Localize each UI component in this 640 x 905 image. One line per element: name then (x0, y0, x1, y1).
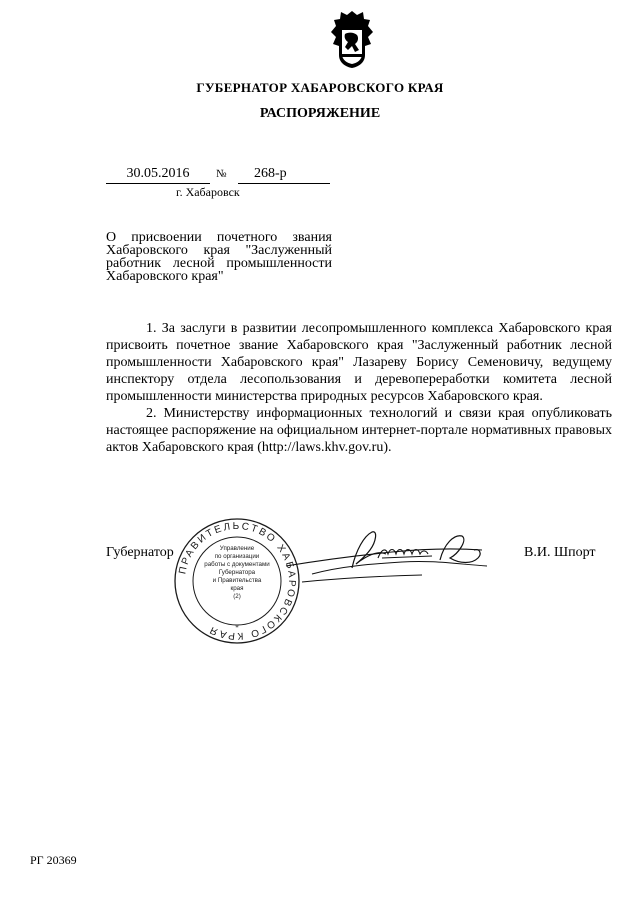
svg-text:Управление: Управление (219, 545, 255, 552)
document-date: 30.05.2016 (106, 165, 210, 184)
page-title: ГУБЕРНАТОР ХАБАРОВСКОГО КРАЯ (196, 80, 444, 95)
svg-text:(2): (2) (233, 593, 241, 600)
svg-text:края: края (230, 585, 244, 592)
svg-text:Губернатора: Губернатора (218, 569, 256, 576)
document-city: г. Хабаровск (176, 185, 240, 199)
document-number: 268-р (238, 165, 330, 184)
signatory-name: В.И. Шпорт (524, 545, 596, 560)
svg-text:и Правительства: и Правительства (212, 577, 262, 584)
footer-code: РГ 20369 (30, 853, 77, 867)
coat-of-arms-icon (326, 8, 378, 70)
number-mark: № (216, 168, 227, 180)
svg-text:по организации: по организации (214, 553, 260, 560)
svg-text:*: * (235, 624, 239, 632)
handwritten-signature (282, 520, 512, 590)
document-body (106, 320, 612, 456)
document-type: РАСПОРЯЖЕНИЕ (259, 106, 381, 121)
svg-text:ПРАВИТЕЛЬСТВО ХАБАРОВСКОГО КРА: ПРАВИТЕЛЬСТВО ХАБАРОВСКОГО КРАЯ (177, 520, 298, 642)
document-subject: О присвоении почетного звания Хабаровского края "Заслуженный работник лесной промышленности Хабаровского края" (106, 230, 332, 284)
paragraph-1: 1. За заслуги в развитии лесопромышленного комплекса Хабаровского края присвоить почетное звание Хабаровского края "Заслуженный работник лесной промышленности Хабаровского края" Лазареву Борису Семеновичу, ведущему инспектору отдела лесопользования и деревопереработки комитета лесной промышленности министерства природных ресурсов Хабаровского края. (106, 321, 612, 404)
signatory-position: Губернатор (106, 545, 174, 560)
paragraph-2: 2. Министерству информационных технологий и связи края опубликовать настоящее распоряжение на официальном интернет-портале нормативных правовых актов Хабаровского края (http://laws.khv.gov.ru). (106, 406, 612, 455)
svg-text:работы с документами: работы с документами (204, 561, 270, 568)
